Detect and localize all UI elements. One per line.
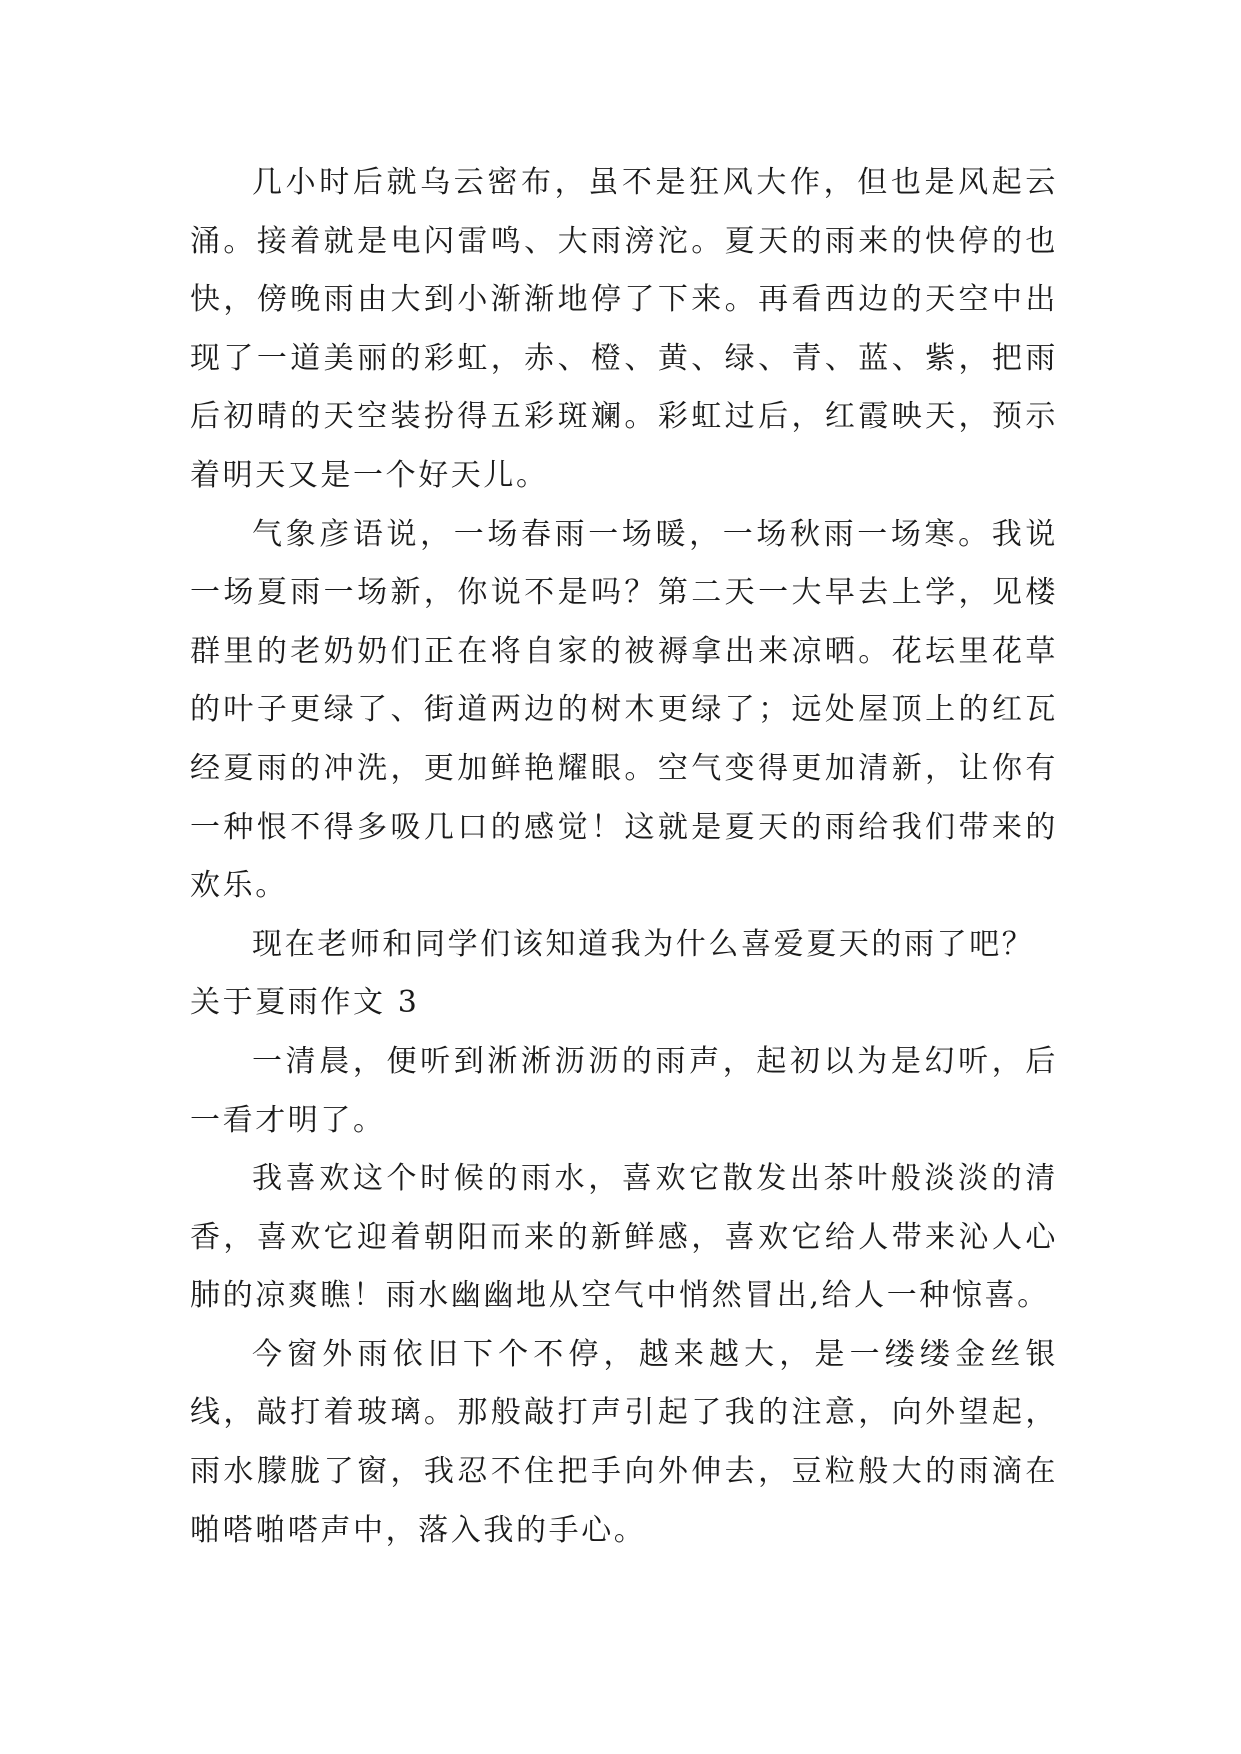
document-body	[190, 154, 1058, 1560]
section-heading: 关于夏雨作文 3	[190, 985, 420, 1021]
paragraph-rainbow: 几小时后就乌云密布，虽不是狂风大作，但也是风起云涌。接着就是电闪雷鸣、大雨滂沱。夏天的雨来的快停的也快，傍晚雨由大到小渐渐地停了下来。再看西边的天空中出现了一道美丽的彩虹，赤、橙、黄、绿、青、蓝、紫，把雨后初晴的天空装扮得五彩斑斓。彩虹过后，红霞映天，预示着明天又是一个好天儿。	[190, 165, 1058, 493]
paragraph-window-rain: 今窗外雨依旧下个不停，越来越大，是一缕缕金丝银线，敲打着玻璃。那般敲打声引起了我的注意，向外望起，雨水朦胧了窗，我忍不住把手向外伸去，豆粒般大的雨滴在啪嗒啪嗒声中，落入我的手心。	[190, 1336, 1058, 1548]
paragraph-summer-rain-freshness: 气象彦语说，一场春雨一场暖，一场秋雨一场寒。我说一场夏雨一场新，你说不是吗？第二天一大早去上学，见楼群里的老奶奶们正在将自家的被褥拿出来凉晒。花坛里花草的叶子更绿了、街道两边的树木更绿了；远处屋顶上的红瓦经夏雨的冲洗，更加鲜艳耀眼。空气变得更加清新，让你有一种恨不得多吸几口的感觉！这就是夏天的雨给我们带来的欢乐。	[190, 516, 1058, 904]
paragraph-conclusion: 现在老师和同学们该知道我为什么喜爱夏天的雨了吧？	[252, 926, 1035, 962]
paragraph-morning-rain: 一清晨，便听到淅淅沥沥的雨声，起初以为是幻听，后一看才明了。	[190, 1043, 1058, 1138]
paragraph-rain-fragrance: 我喜欢这个时候的雨水，喜欢它散发出茶叶般淡淡的清香，喜欢它迎着朝阳而来的新鲜感，喜欢它给人带来沁人心肺的凉爽瞧！雨水幽幽地从空气中悄然冒出,给人一种惊喜。	[190, 1161, 1058, 1314]
